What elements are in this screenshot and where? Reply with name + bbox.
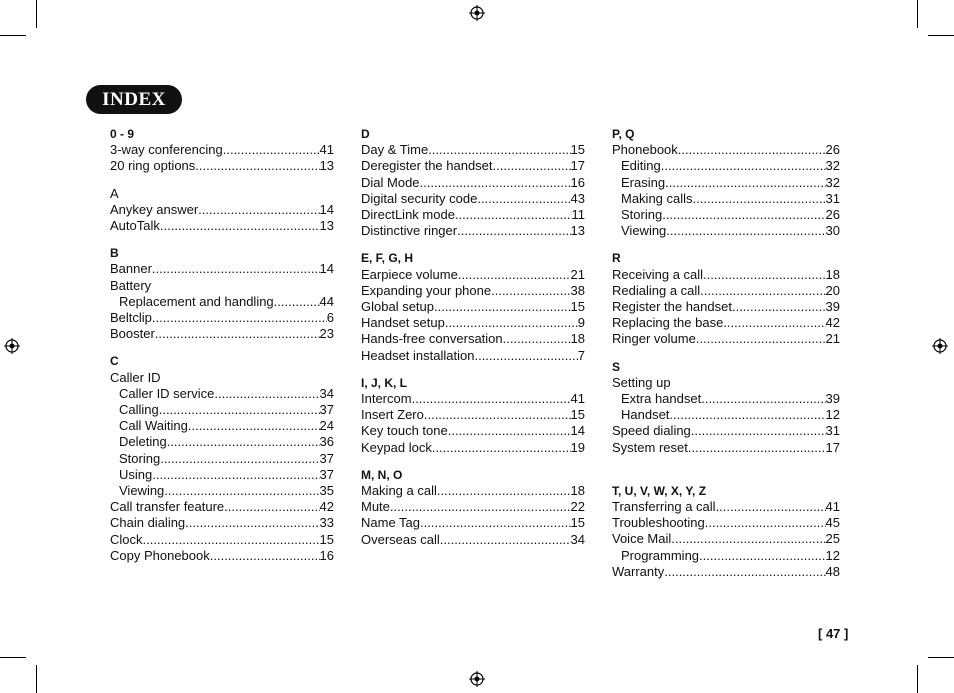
- entry-page-number: 26: [825, 207, 840, 222]
- dot-leader: [159, 402, 320, 418]
- index-entry[interactable]: [612, 564, 840, 580]
- section-heading: R: [612, 251, 621, 266]
- entry-label: Caller ID service: [119, 385, 215, 401]
- index-section: [361, 126, 585, 239]
- index-entry[interactable]: [110, 370, 334, 386]
- index-subentry[interactable]: [612, 548, 840, 564]
- dot-leader: [167, 434, 320, 450]
- entry-label: Overseas call: [361, 531, 440, 547]
- index-entry[interactable]: [361, 299, 585, 315]
- index-entry[interactable]: [361, 391, 585, 407]
- entry-label: Storing: [119, 450, 161, 466]
- crop-mark: [0, 657, 26, 658]
- entry-page-number: 24: [319, 418, 334, 434]
- index-entry[interactable]: [361, 207, 585, 223]
- entry-label: Headset installation: [361, 347, 475, 363]
- index-entry[interactable]: [361, 223, 585, 239]
- entry-label: Day & Time: [361, 142, 429, 158]
- entry-label: Hands-free conversation: [361, 331, 503, 347]
- entry-page-number: 13: [319, 158, 334, 174]
- entry-page-number: 14: [319, 261, 334, 277]
- dot-leader: [210, 548, 320, 564]
- index-entry[interactable]: [110, 326, 334, 342]
- entry-label: Caller ID: [110, 369, 161, 385]
- entry-page-number: 16: [319, 547, 334, 563]
- index-entry[interactable]: [612, 267, 840, 283]
- index-subentry[interactable]: [110, 467, 334, 483]
- entry-page-number: 26: [825, 142, 840, 158]
- registration-mark-icon: [932, 338, 948, 354]
- section-heading: C: [110, 354, 119, 369]
- dot-leader: [678, 142, 826, 158]
- index-entry[interactable]: [612, 515, 840, 531]
- index-subentry[interactable]: [110, 418, 334, 434]
- section-heading: T, U, V, W, X, Y, Z: [612, 483, 707, 498]
- index-entry[interactable]: [612, 142, 840, 158]
- entry-label: Deregister the handset: [361, 158, 493, 174]
- entry-page-number: 30: [825, 223, 840, 239]
- index-section: [361, 250, 585, 363]
- entry-page-number: 21: [570, 266, 585, 282]
- dot-leader: [434, 299, 571, 315]
- entry-label: Distinctive ringer: [361, 223, 458, 239]
- entry-page-number: 38: [570, 282, 585, 298]
- dot-leader: [185, 515, 319, 531]
- index-column-3: [612, 126, 840, 591]
- dot-leader: [503, 331, 571, 347]
- entry-label: Speed dialing: [612, 423, 691, 439]
- entry-label: Viewing: [119, 483, 165, 498]
- dot-leader: [696, 331, 826, 347]
- entry-page-number: 15: [319, 531, 334, 547]
- index-entry[interactable]: [361, 440, 585, 456]
- entry-page-number: 45: [825, 515, 840, 531]
- dot-leader: [699, 548, 826, 564]
- dot-leader: [455, 207, 572, 223]
- page-number: [ 47 ]: [818, 626, 849, 641]
- index-entry[interactable]: [361, 175, 585, 191]
- index-entry[interactable]: [110, 310, 334, 326]
- entry-page-number: 20: [825, 282, 840, 298]
- section-heading: 0 - 9: [110, 127, 135, 141]
- index-subentry[interactable]: [110, 402, 334, 418]
- index-entry[interactable]: [612, 531, 840, 547]
- entry-label: Dial Mode: [361, 174, 420, 190]
- entry-label: Keypad lock: [361, 439, 432, 455]
- entry-page-number: 12: [825, 407, 840, 423]
- dot-leader: [665, 175, 825, 191]
- entry-label: Receiving a call: [612, 266, 704, 282]
- entry-page-number: 34: [570, 531, 585, 547]
- index-entry[interactable]: [612, 423, 840, 439]
- entry-label: Replacing the base: [612, 315, 724, 331]
- dot-leader: [420, 175, 571, 191]
- dot-leader: [390, 499, 571, 515]
- dot-leader: [716, 499, 826, 515]
- index-subentry[interactable]: [110, 294, 334, 310]
- entry-page-number: 35: [319, 483, 334, 498]
- entry-page-number: 33: [319, 515, 334, 531]
- dot-leader: [457, 223, 570, 239]
- entry-page-number: 41: [570, 391, 585, 406]
- index-subentry[interactable]: [110, 386, 334, 402]
- registration-mark-icon: [469, 671, 485, 687]
- entry-label: Handset: [621, 407, 670, 423]
- entry-label: Editing: [621, 158, 661, 174]
- dot-leader: [152, 261, 320, 277]
- index-entry[interactable]: [110, 158, 334, 174]
- section-heading: M, N, O: [361, 467, 403, 482]
- dot-leader: [214, 386, 319, 402]
- dot-leader: [420, 515, 571, 531]
- dot-leader: [445, 315, 578, 331]
- index-entry[interactable]: [361, 331, 585, 347]
- entry-page-number: 13: [319, 217, 334, 233]
- index-section: [612, 126, 840, 239]
- dot-leader: [666, 223, 825, 239]
- entry-label: AutoTalk: [110, 217, 160, 233]
- entry-page-number: 15: [570, 407, 585, 423]
- entry-label: Deleting: [119, 434, 167, 450]
- index-section: [612, 359, 840, 456]
- index-subentry[interactable]: [612, 391, 840, 407]
- entry-page-number: 19: [570, 439, 585, 455]
- entry-page-number: 14: [319, 201, 334, 217]
- entry-label: Key touch tone: [361, 423, 448, 439]
- section-heading: P, Q: [612, 127, 635, 141]
- section-heading: S: [612, 359, 621, 374]
- entry-page-number: 39: [825, 391, 840, 406]
- entry-label: Name Tag: [361, 515, 421, 531]
- dot-leader: [705, 515, 826, 531]
- index-entry[interactable]: [110, 515, 334, 531]
- index-entry[interactable]: [361, 499, 585, 515]
- entry-label: DirectLink mode: [361, 207, 455, 222]
- index-entry[interactable]: [361, 483, 585, 499]
- index-entry[interactable]: [361, 407, 585, 423]
- dot-leader: [274, 294, 320, 310]
- entry-page-number: 6: [326, 309, 334, 325]
- entry-label: Call transfer feature: [110, 499, 225, 515]
- registration-mark-icon: [469, 5, 485, 21]
- entry-page-number: 18: [570, 483, 585, 498]
- entry-page-number: 17: [570, 158, 585, 174]
- dot-leader: [688, 440, 826, 456]
- dot-leader: [662, 207, 825, 223]
- index-entry[interactable]: [361, 191, 585, 207]
- dot-leader: [458, 267, 571, 283]
- entry-label: Global setup: [361, 299, 434, 314]
- index-entry[interactable]: [361, 515, 585, 531]
- index-entry[interactable]: [361, 348, 585, 364]
- entry-page-number: 15: [570, 299, 585, 314]
- dot-leader: [195, 158, 319, 174]
- entry-page-number: 37: [319, 466, 334, 482]
- dot-leader: [155, 326, 320, 342]
- index-subentry[interactable]: [612, 191, 840, 207]
- index-entry[interactable]: [110, 202, 334, 218]
- section-gap: [612, 467, 840, 483]
- entry-page-number: 9: [577, 315, 585, 331]
- crop-mark: [928, 657, 954, 658]
- dot-leader: [661, 158, 826, 174]
- entry-label: Phonebook: [612, 142, 678, 158]
- dot-leader: [198, 202, 319, 218]
- dot-leader: [671, 531, 825, 547]
- index-title: INDEX: [102, 88, 166, 110]
- registration-mark-icon: [4, 338, 20, 354]
- index-entry[interactable]: [612, 331, 840, 347]
- section-heading: A: [110, 185, 119, 201]
- entry-page-number: 14: [570, 423, 585, 439]
- entry-page-number: 7: [577, 347, 585, 363]
- entry-page-number: 39: [825, 299, 840, 314]
- entry-page-number: 37: [319, 401, 334, 417]
- index-subentry[interactable]: [612, 223, 840, 239]
- entry-label: Programming: [621, 547, 700, 563]
- entry-label: Clock: [110, 531, 143, 547]
- index-subentry[interactable]: [612, 207, 840, 223]
- entry-label: Digital security code: [361, 190, 478, 206]
- entry-label: Mute: [361, 499, 390, 515]
- index-entry[interactable]: [612, 499, 840, 515]
- index-entry[interactable]: [110, 499, 334, 515]
- entry-label: Chain dialing: [110, 515, 186, 531]
- dot-leader: [428, 142, 570, 158]
- dot-leader: [669, 407, 825, 423]
- index-entry[interactable]: [361, 315, 585, 331]
- index-section: [361, 467, 585, 548]
- entry-page-number: 21: [825, 331, 840, 347]
- entry-label: Register the handset: [612, 299, 732, 314]
- index-entry[interactable]: [361, 532, 585, 548]
- entry-page-number: 41: [825, 499, 840, 514]
- index-entry[interactable]: [361, 158, 585, 174]
- index-entry[interactable]: [612, 440, 840, 456]
- entry-label: Banner: [110, 261, 152, 277]
- dot-leader: [412, 391, 571, 407]
- dot-leader: [701, 391, 825, 407]
- entry-label: Setting up: [612, 374, 671, 390]
- index-section: [361, 375, 585, 456]
- index-entry[interactable]: [361, 267, 585, 283]
- entry-label: Extra handset: [621, 391, 702, 406]
- index-entry[interactable]: [361, 423, 585, 439]
- entry-label: Copy Phonebook: [110, 547, 210, 563]
- section-heading: I, J, K, L: [361, 375, 408, 390]
- dot-leader: [160, 218, 320, 234]
- entry-label: Beltclip: [110, 309, 152, 325]
- crop-mark: [36, 0, 37, 28]
- dot-leader: [152, 467, 319, 483]
- section-heading: D: [361, 127, 370, 141]
- index-section: [110, 186, 334, 235]
- dot-leader: [703, 267, 825, 283]
- entry-label: Warranty: [612, 563, 665, 579]
- entry-page-number: 32: [825, 158, 840, 174]
- dot-leader: [424, 407, 571, 423]
- dot-leader: [732, 299, 826, 315]
- index-section: [110, 126, 334, 175]
- crop-mark: [917, 0, 918, 28]
- crop-mark: [0, 35, 26, 36]
- section-heading: B: [110, 246, 119, 261]
- entry-label: Erasing: [621, 174, 666, 190]
- dot-leader: [691, 423, 826, 439]
- section-heading: E, F, G, H: [361, 251, 414, 266]
- dot-leader: [723, 315, 825, 331]
- index-subentry[interactable]: [612, 407, 840, 423]
- entry-label: Expanding your phone: [361, 282, 492, 298]
- entry-label: 20 ring options: [110, 158, 196, 174]
- dot-leader: [477, 191, 570, 207]
- index-entry[interactable]: [612, 315, 840, 331]
- entry-page-number: 13: [570, 223, 585, 239]
- index-subentry[interactable]: [110, 483, 334, 499]
- index-column-2: [361, 126, 585, 559]
- entry-label: Making a call: [361, 483, 437, 498]
- dot-leader: [160, 451, 319, 467]
- entry-page-number: 37: [319, 450, 334, 466]
- index-entry[interactable]: [612, 299, 840, 315]
- entry-page-number: 31: [825, 190, 840, 206]
- index-badge: [86, 85, 182, 114]
- entry-page-number: 48: [825, 563, 840, 579]
- entry-page-number: 18: [570, 331, 585, 347]
- index-subentry[interactable]: [612, 158, 840, 174]
- entry-page-number: 18: [825, 266, 840, 282]
- dot-leader: [152, 310, 327, 326]
- crop-mark: [917, 665, 918, 693]
- entry-label: Viewing: [621, 223, 667, 239]
- dot-leader: [448, 423, 571, 439]
- dot-leader: [432, 440, 571, 456]
- entry-label: Ringer volume: [612, 331, 696, 347]
- entry-page-number: 12: [825, 547, 840, 563]
- crop-mark: [928, 35, 954, 36]
- entry-page-number: 42: [319, 499, 334, 515]
- entry-page-number: 36: [319, 434, 334, 450]
- dot-leader: [164, 483, 319, 499]
- entry-page-number: 15: [570, 515, 585, 531]
- entry-label: Insert Zero: [361, 407, 424, 423]
- index-entry[interactable]: [612, 375, 840, 391]
- entry-label: Intercom: [361, 391, 412, 406]
- entry-label: Booster: [110, 326, 155, 342]
- index-subentry[interactable]: [110, 434, 334, 450]
- entry-label: Storing: [621, 207, 663, 222]
- dot-leader: [223, 142, 320, 158]
- entry-label: 3-way conferencing: [110, 142, 223, 158]
- entry-page-number: 41: [319, 142, 334, 158]
- entry-label: System reset: [612, 439, 688, 455]
- entry-page-number: 17: [825, 439, 840, 455]
- index-section: [612, 250, 840, 347]
- entry-page-number: 25: [825, 531, 840, 547]
- entry-label: Transferring a call: [612, 499, 716, 514]
- entry-label: Call Waiting: [119, 418, 188, 434]
- entry-page-number: 32: [825, 174, 840, 190]
- index-subentry[interactable]: [612, 175, 840, 191]
- index-entry[interactable]: [110, 548, 334, 564]
- index-column-1: [110, 126, 334, 575]
- entry-label: Making calls: [621, 190, 693, 206]
- dot-leader: [693, 191, 826, 207]
- entry-page-number: 31: [825, 423, 840, 439]
- index-entry[interactable]: [110, 261, 334, 277]
- entry-label: Troubleshooting: [612, 515, 705, 531]
- entry-label: Anykey answer: [110, 201, 199, 217]
- entry-label: Using: [119, 466, 153, 482]
- dot-leader: [224, 499, 319, 515]
- entry-label: Handset setup: [361, 315, 445, 331]
- index-entry[interactable]: [110, 278, 334, 294]
- entry-page-number: 43: [570, 190, 585, 206]
- crop-mark: [36, 665, 37, 693]
- entry-page-number: 22: [570, 499, 585, 515]
- dot-leader: [491, 283, 570, 299]
- index-section: [110, 245, 334, 342]
- dot-leader: [188, 418, 320, 434]
- index-entry[interactable]: [110, 142, 334, 158]
- index-entry[interactable]: [361, 283, 585, 299]
- entry-label: Voice Mail: [612, 531, 672, 547]
- dot-leader: [664, 564, 825, 580]
- dot-leader: [474, 348, 577, 364]
- entry-label: Calling: [119, 401, 159, 417]
- entry-page-number: 44: [319, 293, 334, 309]
- entry-page-number: 23: [319, 326, 334, 342]
- dot-leader: [440, 532, 571, 548]
- dot-leader: [437, 483, 571, 499]
- dot-leader: [143, 532, 320, 548]
- index-entry[interactable]: [110, 218, 334, 234]
- entry-label: Battery: [110, 277, 152, 293]
- index-entry[interactable]: [361, 142, 585, 158]
- entry-label: Replacement and handling: [119, 293, 274, 309]
- entry-page-number: 16: [570, 174, 585, 190]
- index-section: [110, 353, 334, 564]
- index-entry[interactable]: [110, 532, 334, 548]
- index-subentry[interactable]: [110, 451, 334, 467]
- entry-page-number: 34: [319, 385, 334, 401]
- index-section: [612, 483, 840, 580]
- dot-leader: [700, 283, 825, 299]
- entry-page-number: 42: [825, 315, 840, 331]
- entry-page-number: 11: [571, 207, 585, 222]
- index-entry[interactable]: [612, 283, 840, 299]
- entry-page-number: 15: [570, 142, 585, 158]
- dot-leader: [493, 158, 571, 174]
- entry-label: Redialing a call: [612, 282, 701, 298]
- entry-label: Earpiece volume: [361, 266, 458, 282]
